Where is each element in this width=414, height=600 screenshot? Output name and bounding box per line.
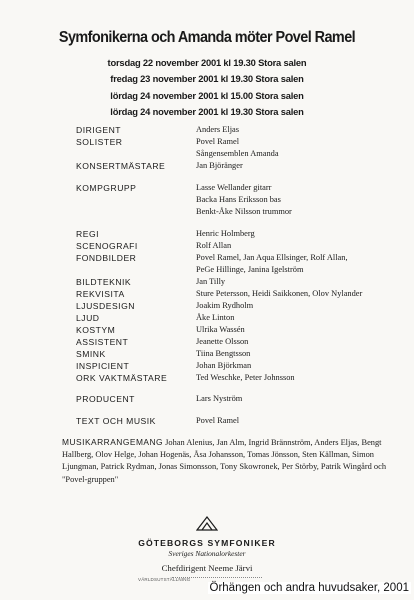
orchestra-subtitle: Sveriges Nationalorkester [168, 549, 246, 558]
credit-names [196, 348, 411, 360]
credit-name: Jan Tilly [196, 277, 226, 286]
credit-name: Sångensemblen Amanda [196, 149, 279, 158]
credit-name: Jan Björänger [196, 161, 243, 170]
credit-names [196, 312, 411, 324]
music-arrangement-names: Johan Alenius, Jan Alm, Ingrid Brännström, Anders Eljas, Bengt Hallberg, Olov Helge, Johan Hogenäs, Åsa Johansson, Tomas Jönsson, Sten Källman, Simon Ljungman, Patrick Rydman, Jonas Simonsson, Tony Skowronek, Per Störby, Patrik Wingård och "Povel-gruppen" [62, 438, 387, 484]
performance-date: fredag 23 november 2001 kl 19.30 Stora salen [110, 73, 304, 85]
performance-date: torsdag 22 november 2001 kl 19.30 Stora salen [107, 57, 307, 68]
credit-role: PRODUCENT [76, 394, 135, 404]
program-title: Symfonikerna och Amanda möter Povel Ramel [58, 29, 356, 46]
credit-name: Backa Hans Eriksson bas [196, 195, 281, 204]
credit-name: Anders Eljas [196, 125, 240, 134]
credit-name: Benkt-Åke Nilsson trummor [196, 207, 292, 216]
credit-role: SMINK [76, 349, 106, 359]
credit-role: DIRIGENT [76, 125, 122, 135]
credit-name: Lasse Wellander gitarr [196, 183, 272, 192]
performance-date: lördag 24 november 2001 kl 15.00 Stora salen [110, 89, 304, 101]
credit-name: Ted Weschke, Peter Johnsson [196, 373, 295, 382]
credit-names [196, 240, 411, 252]
credit-names [196, 228, 411, 240]
image-caption: Örhängen och andra huvudsaker, 2001 [209, 582, 409, 594]
credit-name: Johan Björkman [196, 361, 252, 370]
credit-role: SCENOGRAFI [76, 241, 138, 251]
credit-name: Povel Ramel, Jan Aqua Ellsinger, Rolf Allan, [196, 253, 348, 262]
credit-name: Sture Petersson, Heidi Saikkonen, Olov Nylander [196, 289, 363, 298]
credit-name: Lars Nyström [196, 394, 243, 403]
credit-name: Åke Linton [196, 313, 235, 322]
credit-names [196, 136, 411, 160]
credit-role: BILDTEKNIK [76, 277, 132, 287]
credit-name: Jeanette Olsson [196, 337, 249, 346]
credit-role: KONSERTMÄSTARE [76, 161, 166, 171]
credit-role: ORK VAKTMÄSTARE [76, 373, 168, 383]
credit-role: REGI [76, 229, 100, 239]
credit-names [196, 393, 411, 405]
credit-names [196, 124, 411, 136]
credit-role: LJUSDESIGN [76, 301, 135, 311]
small-print: VÄRLDSUTSTÄLLNING [138, 577, 191, 582]
credit-names [196, 288, 411, 300]
credit-role: ASSISTENT [76, 337, 129, 347]
credit-name: Henric Holmberg [196, 229, 255, 238]
orchestra-logo [0, 516, 414, 558]
credit-names [196, 360, 411, 372]
credit-name: Tiina Bengtsson [196, 349, 251, 358]
credit-names [196, 336, 411, 348]
credit-names [196, 372, 411, 384]
orchestra-emblem-icon [196, 516, 218, 531]
credit-role: SOLISTER [76, 137, 123, 147]
credit-role: TEXT OCH MUSIK [76, 416, 156, 426]
credit-names [196, 276, 411, 288]
credit-name: Povel Ramel [196, 137, 240, 146]
orchestra-name: GÖTEBORGS SYMFONIKER [138, 538, 276, 548]
credit-role: KOSTYM [76, 325, 116, 335]
performance-dates [0, 55, 414, 120]
chief-conductor: Chefdirigent Neeme Järvi [161, 563, 253, 573]
credit-role: REKVISITA [76, 289, 125, 299]
performance-date: lördag 24 november 2001 kl 19.30 Stora salen [110, 105, 304, 117]
credit-role: INSPICIENT [76, 361, 130, 371]
credit-names [196, 324, 411, 336]
credit-names [196, 415, 411, 427]
credit-role: FONDBILDER [76, 253, 137, 263]
credit-role: KOMPGRUPP [76, 183, 137, 193]
credit-role: LJUD [76, 313, 100, 323]
credit-names [196, 160, 411, 172]
credit-name: Joakim Rydholm [196, 301, 254, 310]
credit-names [196, 182, 411, 218]
credit-names [196, 252, 411, 276]
credit-name: PeGe Hillinge, Janina Igelström [196, 265, 304, 274]
credit-names [196, 300, 411, 312]
credit-name: Povel Ramel [196, 416, 240, 425]
music-arrangement-role: MUSIKARRANGEMANG [62, 437, 164, 447]
music-arrangement [62, 436, 406, 486]
credit-name: Rolf Allan [196, 241, 232, 250]
credit-name: Ulrika Wassén [196, 325, 245, 334]
